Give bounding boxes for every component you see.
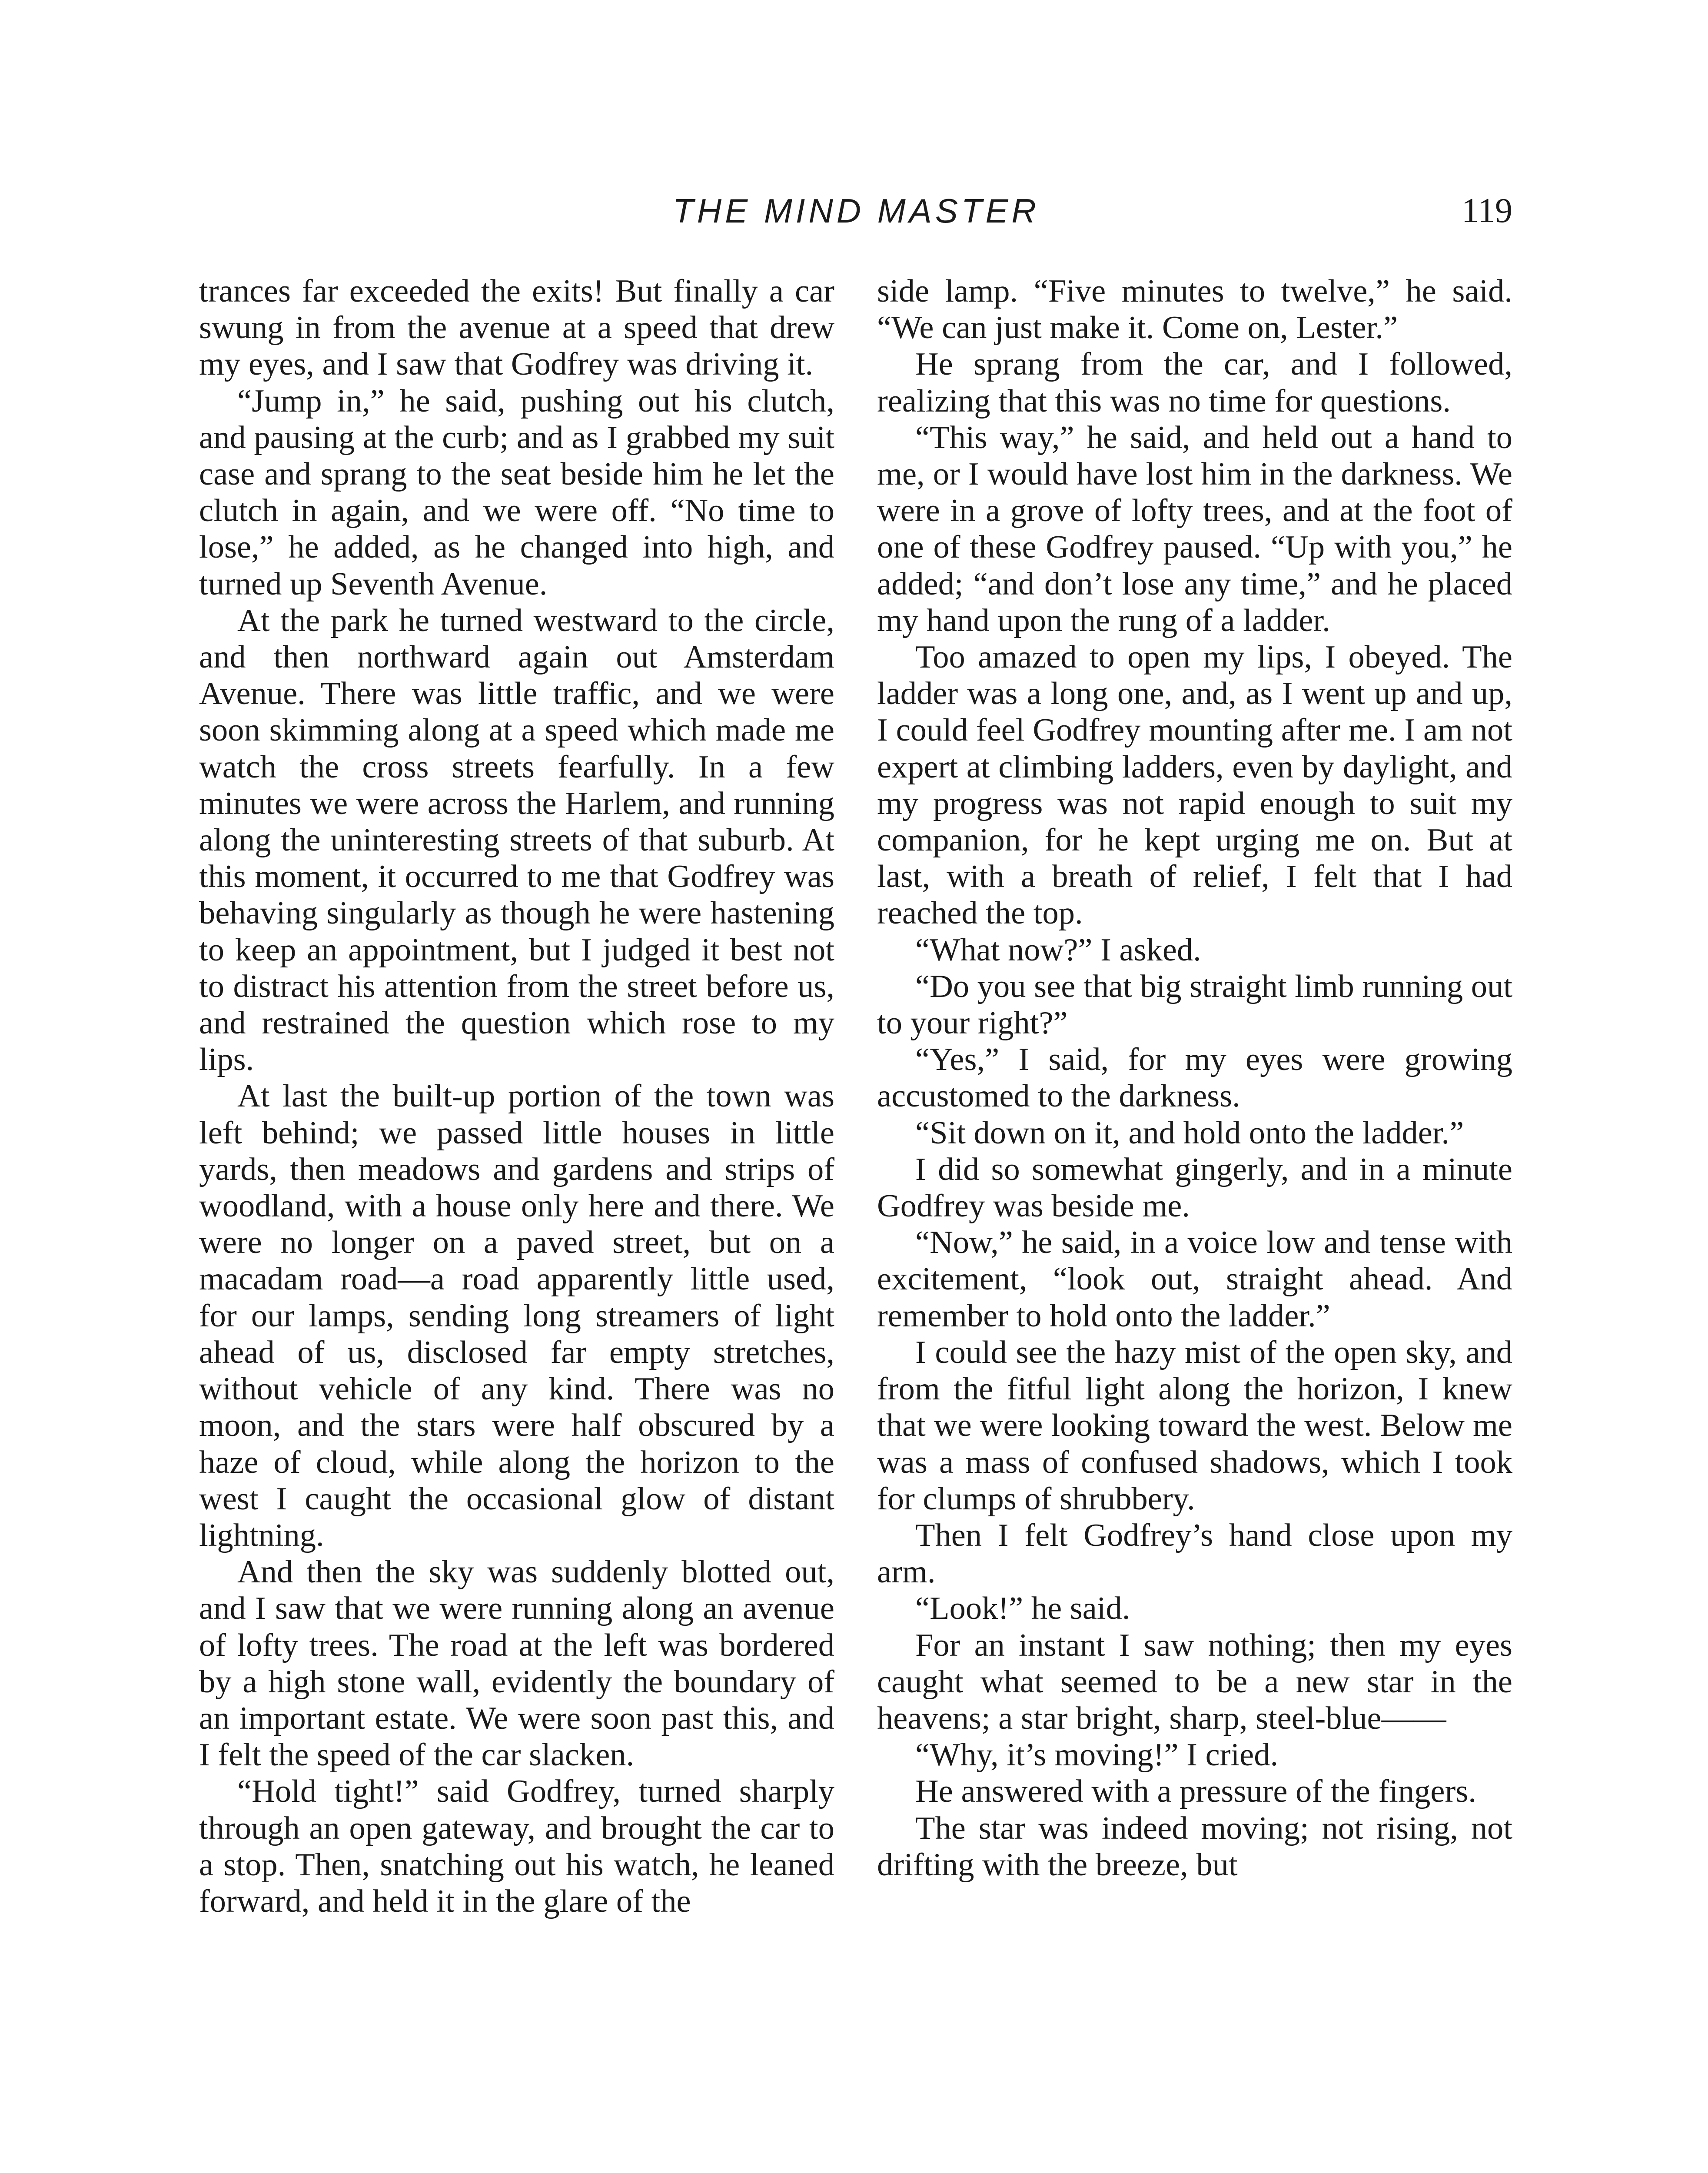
paragraph: “This way,” he said, and held out a hand to me, or I would have lost him in the darkness. We were in a grove of lofty trees, and at the foot of one of these Godfrey paused. “Up with you,” he added; “and don’t lose any time,” and he placed my hand upon the rung of a ladder.	[877, 419, 1512, 638]
paragraph: I did so somewhat gingerly, and in a minute Godfrey was beside me.	[877, 1151, 1512, 1224]
paragraph: For an instant I saw nothing; then my eyes caught what seemed to be a new star in the heavens; a star bright, sharp, steel-blue——	[877, 1627, 1512, 1736]
paragraph: “What now?” I asked.	[915, 932, 1201, 968]
paragraph: He sprang from the car, and I followed, realizing that this was no time for questions.	[877, 346, 1512, 419]
paragraph: And then the sky was suddenly blotted out, and I saw that we were running along an avenue of lofty trees. The road at the left was bordered by a high stone wall, evidently the boundary of an important estate. We were soon past this, and I felt the speed of the car slacken.	[199, 1554, 834, 1773]
paragraph: “Look!” he said.	[915, 1591, 1130, 1627]
paragraph: “Yes,” I said, for my eyes were growing accustomed to the darkness.	[877, 1042, 1512, 1114]
paragraph: At last the built-up portion of the town was left behind; we passed little houses in little yards, then meadows and gardens and strips of woodland, with a house only here and there. We were no longer on a paved street, but on a macadam road—a road apparently little used, for our lamps, sending long streamers of light ahead of us, disclosed far empty stretches, without vehicle of any kind. There was no moon, and the stars were half obscured by a haze of cloud, while along the horizon to the west I caught the occasional glow of distant lightning.	[199, 1078, 834, 1553]
paragraph: I could see the hazy mist of the open sky, and from the fitful light along the horizon, I knew that we were looking toward the west. Below me was a mass of confused shadows, which I took for clumps of shrubbery.	[877, 1334, 1512, 1517]
page-number: 119	[1461, 192, 1512, 230]
running-title: THE MIND MASTER	[673, 192, 1040, 230]
left-column	[199, 273, 834, 2173]
paragraph: “Now,” he said, in a voice low and tense with excitement, “look out, straight ahead. And remember to hold onto the ladder.”	[877, 1225, 1512, 1334]
paragraph: The star was indeed moving; not rising, not drifting with the breeze, but	[877, 1810, 1512, 1883]
paragraph: Then I felt Godfrey’s hand close upon my arm.	[877, 1517, 1512, 1590]
paragraph: “Hold tight!” said Godfrey, turned sharply through an open gateway, and brought the car to a stop. Then, snatching out his watch, he leaned forward, and held it in the glare of the	[199, 1774, 834, 1919]
paragraph: Too amazed to open my lips, I obeyed. The ladder was a long one, and, as I went up and up, I could feel Godfrey mounting after me. I am not expert at climbing ladders, even by daylight, and my progress was not rapid enough to suit my companion, for he kept urging me on. But at last, with a breath of relief, I felt that I had reached the top.	[877, 639, 1512, 931]
paragraph: “Do you see that big straight limb running out to your right?”	[877, 968, 1512, 1041]
right-column	[877, 273, 1512, 2173]
paragraph: “Sit down on it, and hold onto the ladder.”	[915, 1115, 1464, 1151]
paragraph: side lamp. “Five minutes to twelve,” he said. “We can just make it. Come on, Lester.”	[877, 273, 1512, 346]
paragraph: At the park he turned westward to the circle, and then northward again out Amsterdam Avenue. There was little traffic, and we were soon skimming along at a speed which made me watch the cross streets fearfully. In a few minutes we were across the Harlem, and running along the uninteresting streets of that suburb. At this moment, it occurred to me that Godfrey was behaving singularly as though he were hastening to keep an appointment, but I judged it best not to distract his attention from the street before us, and restrained the question which rose to my lips.	[199, 602, 834, 1078]
paragraph: trances far exceeded the exits! But finally a car swung in from the avenue at a speed that drew my eyes, and I saw that Godfrey was driving it.	[199, 273, 834, 382]
page-header	[200, 191, 1512, 243]
text-columns	[199, 273, 1512, 2173]
paragraph: He answered with a pressure of the fingers.	[915, 1774, 1476, 1810]
paragraph: “Why, it’s moving!” I cried.	[915, 1737, 1279, 1773]
paragraph: “Jump in,” he said, pushing out his clutch, and pausing at the curb; and as I grabbed my suit case and sprang to the seat beside him he let the clutch in again, and we were off. “No time to lose,” he added, as he changed into high, and turned up Seventh Avenue.	[199, 383, 834, 602]
